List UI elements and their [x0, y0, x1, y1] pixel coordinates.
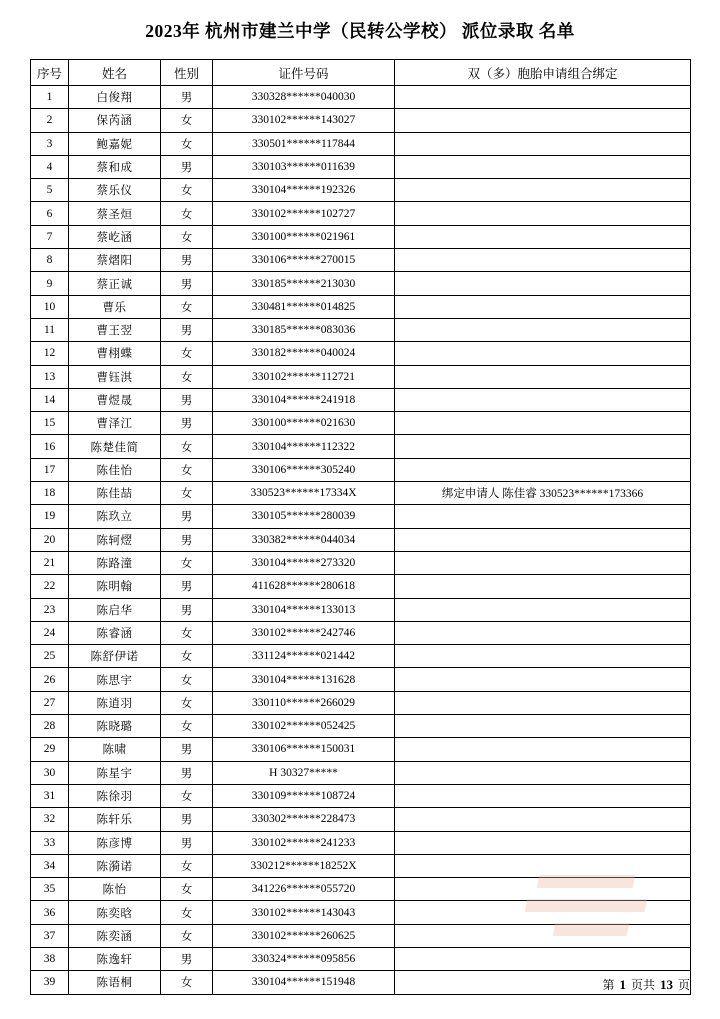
- cell-id-number: 330102******242746: [213, 621, 395, 644]
- table-row: [31, 155, 691, 178]
- cell-id-number: 330102******112721: [213, 365, 395, 388]
- table-row: [31, 947, 691, 970]
- cell-gender: 男: [161, 575, 213, 598]
- cell-twin-binding-note: [395, 854, 691, 877]
- cell-twin-binding-note: [395, 155, 691, 178]
- cell-index: 17: [31, 458, 69, 481]
- page-footer: [602, 976, 690, 993]
- cell-index: 7: [31, 225, 69, 248]
- cell-twin-binding-note: [395, 202, 691, 225]
- cell-gender: 男: [161, 505, 213, 528]
- table-row: [31, 901, 691, 924]
- cell-index: 33: [31, 831, 69, 854]
- cell-id-number: 330102******260625: [213, 924, 395, 947]
- table-row: [31, 365, 691, 388]
- cell-id-number: 330328******040030: [213, 86, 395, 109]
- table-row: [31, 971, 691, 994]
- table-row: [31, 761, 691, 784]
- cell-name: 蔡屹涵: [69, 225, 161, 248]
- cell-gender: 男: [161, 249, 213, 272]
- cell-index: 13: [31, 365, 69, 388]
- cell-id-number: 330185******083036: [213, 318, 395, 341]
- cell-name: 陈逸轩: [69, 947, 161, 970]
- cell-id-number: 330105******280039: [213, 505, 395, 528]
- cell-twin-binding-note: 绑定申请人 陈佳睿 330523******173366: [395, 482, 691, 505]
- cell-index: 31: [31, 784, 69, 807]
- column-header-name: 姓名: [69, 60, 161, 86]
- table-row: [31, 551, 691, 574]
- cell-name: 陈徐羽: [69, 784, 161, 807]
- cell-gender: 女: [161, 109, 213, 132]
- cell-index: 24: [31, 621, 69, 644]
- cell-gender: 女: [161, 482, 213, 505]
- table-row: [31, 691, 691, 714]
- cell-index: 6: [31, 202, 69, 225]
- cell-name: 陈奕涵: [69, 924, 161, 947]
- cell-index: 34: [31, 854, 69, 877]
- cell-id-number: 330100******021961: [213, 225, 395, 248]
- cell-id-number: 330102******143027: [213, 109, 395, 132]
- cell-gender: 女: [161, 202, 213, 225]
- cell-id-number: 330106******305240: [213, 458, 395, 481]
- cell-name: 陈明翰: [69, 575, 161, 598]
- table-row: [31, 435, 691, 458]
- cell-id-number: 330382******044034: [213, 528, 395, 551]
- cell-twin-binding-note: [395, 761, 691, 784]
- cell-name: 陈启华: [69, 598, 161, 621]
- cell-gender: 女: [161, 179, 213, 202]
- cell-name: 蔡正诚: [69, 272, 161, 295]
- table-row: [31, 924, 691, 947]
- cell-index: 11: [31, 318, 69, 341]
- cell-id-number: 330481******014825: [213, 295, 395, 318]
- cell-index: 21: [31, 551, 69, 574]
- cell-name: 陈玖立: [69, 505, 161, 528]
- cell-twin-binding-note: [395, 505, 691, 528]
- cell-id-number: 330106******150031: [213, 738, 395, 761]
- table-header-row: [31, 60, 691, 86]
- cell-id-number: 330523******17334X: [213, 482, 395, 505]
- cell-index: 37: [31, 924, 69, 947]
- cell-index: 25: [31, 645, 69, 668]
- cell-index: 16: [31, 435, 69, 458]
- table-row: [31, 831, 691, 854]
- cell-id-number: 330324******095856: [213, 947, 395, 970]
- cell-name: 曹泽江: [69, 412, 161, 435]
- column-header-gender: 性别: [161, 60, 213, 86]
- cell-gender: 女: [161, 924, 213, 947]
- cell-gender: 男: [161, 528, 213, 551]
- table-row: [31, 715, 691, 738]
- table-row: [31, 505, 691, 528]
- cell-index: 30: [31, 761, 69, 784]
- cell-twin-binding-note: [395, 318, 691, 341]
- cell-id-number: 330104******133013: [213, 598, 395, 621]
- table-header: [31, 60, 691, 86]
- cell-twin-binding-note: [395, 808, 691, 831]
- cell-index: 1: [31, 86, 69, 109]
- cell-id-number: 330104******112322: [213, 435, 395, 458]
- cell-twin-binding-note: [395, 901, 691, 924]
- table-body: [31, 86, 691, 995]
- table-row: [31, 202, 691, 225]
- cell-twin-binding-note: [395, 668, 691, 691]
- cell-gender: 女: [161, 901, 213, 924]
- cell-id-number: 330104******151948: [213, 971, 395, 994]
- cell-id-number: 330501******117844: [213, 132, 395, 155]
- cell-id-number: 330109******108724: [213, 784, 395, 807]
- cell-twin-binding-note: [395, 342, 691, 365]
- cell-index: 35: [31, 878, 69, 901]
- cell-name: 陈思宇: [69, 668, 161, 691]
- table-row: [31, 272, 691, 295]
- cell-gender: 女: [161, 645, 213, 668]
- table-row: [31, 645, 691, 668]
- cell-index: 12: [31, 342, 69, 365]
- cell-name: 蔡熠阳: [69, 249, 161, 272]
- cell-name: 陈星宇: [69, 761, 161, 784]
- column-header-id: 证件号码: [213, 60, 395, 86]
- cell-name: 陈怡: [69, 878, 161, 901]
- cell-twin-binding-note: [395, 878, 691, 901]
- cell-id-number: 330102******241233: [213, 831, 395, 854]
- cell-index: 5: [31, 179, 69, 202]
- cell-gender: 女: [161, 551, 213, 574]
- cell-index: 10: [31, 295, 69, 318]
- cell-id-number: 330104******131628: [213, 668, 395, 691]
- table-row: [31, 225, 691, 248]
- cell-twin-binding-note: [395, 598, 691, 621]
- cell-twin-binding-note: [395, 645, 691, 668]
- table-row: [31, 458, 691, 481]
- cell-twin-binding-note: [395, 249, 691, 272]
- cell-name: 蔡圣烜: [69, 202, 161, 225]
- cell-twin-binding-note: [395, 295, 691, 318]
- cell-gender: 男: [161, 155, 213, 178]
- table-row: [31, 528, 691, 551]
- cell-gender: 男: [161, 86, 213, 109]
- cell-gender: 男: [161, 272, 213, 295]
- cell-id-number: 330102******052425: [213, 715, 395, 738]
- cell-index: 36: [31, 901, 69, 924]
- cell-id-number: 330104******273320: [213, 551, 395, 574]
- cell-name: 曹煜晟: [69, 388, 161, 411]
- cell-name: 曹栩蝶: [69, 342, 161, 365]
- cell-twin-binding-note: [395, 412, 691, 435]
- table-row: [31, 668, 691, 691]
- cell-twin-binding-note: [395, 179, 691, 202]
- cell-gender: 女: [161, 435, 213, 458]
- table-row: [31, 738, 691, 761]
- cell-name: 陈晓璐: [69, 715, 161, 738]
- cell-gender: 女: [161, 295, 213, 318]
- cell-name: 陈路潼: [69, 551, 161, 574]
- cell-id-number: H 30327*****: [213, 761, 395, 784]
- table-row: [31, 295, 691, 318]
- cell-twin-binding-note: [395, 388, 691, 411]
- table-row: [31, 132, 691, 155]
- cell-name: 陈楚佳简: [69, 435, 161, 458]
- roster-table: [30, 59, 691, 995]
- cell-id-number: 330185******213030: [213, 272, 395, 295]
- cell-id-number: 330104******241918: [213, 388, 395, 411]
- table-row: [31, 318, 691, 341]
- cell-name: 保芮涵: [69, 109, 161, 132]
- cell-name: 陈啸: [69, 738, 161, 761]
- cell-name: 陈漪诺: [69, 854, 161, 877]
- cell-gender: 女: [161, 691, 213, 714]
- cell-id-number: 330182******040024: [213, 342, 395, 365]
- table-row: [31, 575, 691, 598]
- cell-name: 陈轲熤: [69, 528, 161, 551]
- cell-name: 陈睿涵: [69, 621, 161, 644]
- table-row: [31, 482, 691, 505]
- footer-total-pages: 13: [659, 977, 673, 992]
- cell-twin-binding-note: [395, 272, 691, 295]
- cell-name: 陈逍羽: [69, 691, 161, 714]
- cell-twin-binding-note: [395, 784, 691, 807]
- cell-index: 29: [31, 738, 69, 761]
- cell-twin-binding-note: [395, 458, 691, 481]
- table-row: [31, 784, 691, 807]
- table-row: [31, 598, 691, 621]
- cell-gender: 女: [161, 621, 213, 644]
- cell-id-number: 330103******011639: [213, 155, 395, 178]
- table-row: [31, 878, 691, 901]
- cell-name: 蔡和成: [69, 155, 161, 178]
- cell-gender: 男: [161, 738, 213, 761]
- cell-index: 15: [31, 412, 69, 435]
- cell-twin-binding-note: [395, 225, 691, 248]
- cell-id-number: 331124******021442: [213, 645, 395, 668]
- cell-gender: 女: [161, 132, 213, 155]
- cell-gender: 男: [161, 947, 213, 970]
- cell-id-number: 330106******270015: [213, 249, 395, 272]
- cell-gender: 女: [161, 715, 213, 738]
- page-title: 2023年 杭州市建兰中学（民转公学校） 派位录取 名单: [145, 21, 575, 41]
- cell-id-number: 330302******228473: [213, 808, 395, 831]
- cell-gender: 女: [161, 458, 213, 481]
- cell-gender: 男: [161, 831, 213, 854]
- cell-name: 蔡乐仪: [69, 179, 161, 202]
- cell-name: 曹乐: [69, 295, 161, 318]
- cell-gender: 女: [161, 784, 213, 807]
- cell-index: 3: [31, 132, 69, 155]
- cell-name: 陈语桐: [69, 971, 161, 994]
- cell-gender: 男: [161, 388, 213, 411]
- cell-twin-binding-note: [395, 621, 691, 644]
- cell-name: 陈舒伊诺: [69, 645, 161, 668]
- cell-twin-binding-note: [395, 831, 691, 854]
- cell-id-number: 330102******102727: [213, 202, 395, 225]
- cell-name: 陈佳怡: [69, 458, 161, 481]
- table-row: [31, 808, 691, 831]
- cell-id-number: 411628******280618: [213, 575, 395, 598]
- cell-index: 2: [31, 109, 69, 132]
- cell-index: 27: [31, 691, 69, 714]
- cell-twin-binding-note: [395, 132, 691, 155]
- footer-page-number: 1: [619, 977, 626, 992]
- cell-index: 23: [31, 598, 69, 621]
- cell-index: 38: [31, 947, 69, 970]
- cell-twin-binding-note: [395, 551, 691, 574]
- table-row: [31, 388, 691, 411]
- cell-index: 9: [31, 272, 69, 295]
- cell-gender: 男: [161, 808, 213, 831]
- cell-twin-binding-note: [395, 365, 691, 388]
- cell-twin-binding-note: [395, 575, 691, 598]
- cell-index: 22: [31, 575, 69, 598]
- cell-name: 陈佳喆: [69, 482, 161, 505]
- table-row: [31, 86, 691, 109]
- cell-gender: 女: [161, 668, 213, 691]
- cell-name: 白俊翔: [69, 86, 161, 109]
- cell-gender: 女: [161, 878, 213, 901]
- cell-index: 8: [31, 249, 69, 272]
- table-row: [31, 342, 691, 365]
- cell-id-number: 330104******192326: [213, 179, 395, 202]
- cell-twin-binding-note: [395, 715, 691, 738]
- cell-twin-binding-note: [395, 109, 691, 132]
- cell-index: 26: [31, 668, 69, 691]
- cell-twin-binding-note: [395, 924, 691, 947]
- cell-twin-binding-note: [395, 528, 691, 551]
- table-row: [31, 249, 691, 272]
- cell-name: 陈彦博: [69, 831, 161, 854]
- table-row: [31, 109, 691, 132]
- cell-id-number: 330100******021630: [213, 412, 395, 435]
- cell-index: 20: [31, 528, 69, 551]
- cell-twin-binding-note: [395, 738, 691, 761]
- cell-index: 19: [31, 505, 69, 528]
- table-row: [31, 621, 691, 644]
- cell-name: 曹王翌: [69, 318, 161, 341]
- cell-index: 28: [31, 715, 69, 738]
- cell-index: 14: [31, 388, 69, 411]
- table-row: [31, 412, 691, 435]
- table-row: [31, 854, 691, 877]
- table-row: [31, 179, 691, 202]
- cell-name: 陈奕晗: [69, 901, 161, 924]
- footer-prefix: 第: [602, 978, 615, 992]
- cell-name: 曹钰淇: [69, 365, 161, 388]
- cell-gender: 男: [161, 761, 213, 784]
- footer-suffix: 页: [677, 978, 690, 992]
- cell-twin-binding-note: [395, 947, 691, 970]
- cell-name: 鲍嘉妮: [69, 132, 161, 155]
- cell-id-number: 330110******266029: [213, 691, 395, 714]
- cell-gender: 男: [161, 318, 213, 341]
- cell-gender: 女: [161, 225, 213, 248]
- cell-gender: 男: [161, 598, 213, 621]
- cell-gender: 女: [161, 342, 213, 365]
- cell-twin-binding-note: [395, 86, 691, 109]
- cell-gender: 女: [161, 365, 213, 388]
- column-header-note: 双（多）胞胎申请组合绑定: [395, 60, 691, 86]
- cell-id-number: 330212******18252X: [213, 854, 395, 877]
- cell-gender: 男: [161, 412, 213, 435]
- cell-index: 39: [31, 971, 69, 994]
- cell-index: 32: [31, 808, 69, 831]
- cell-id-number: 330102******143043: [213, 901, 395, 924]
- cell-gender: 女: [161, 854, 213, 877]
- cell-name: 陈轩乐: [69, 808, 161, 831]
- cell-index: 4: [31, 155, 69, 178]
- footer-middle: 页共: [630, 978, 655, 992]
- cell-twin-binding-note: [395, 691, 691, 714]
- cell-index: 18: [31, 482, 69, 505]
- cell-gender: 女: [161, 971, 213, 994]
- cell-id-number: 341226******055720: [213, 878, 395, 901]
- column-header-index: 序号: [31, 60, 69, 86]
- cell-twin-binding-note: [395, 435, 691, 458]
